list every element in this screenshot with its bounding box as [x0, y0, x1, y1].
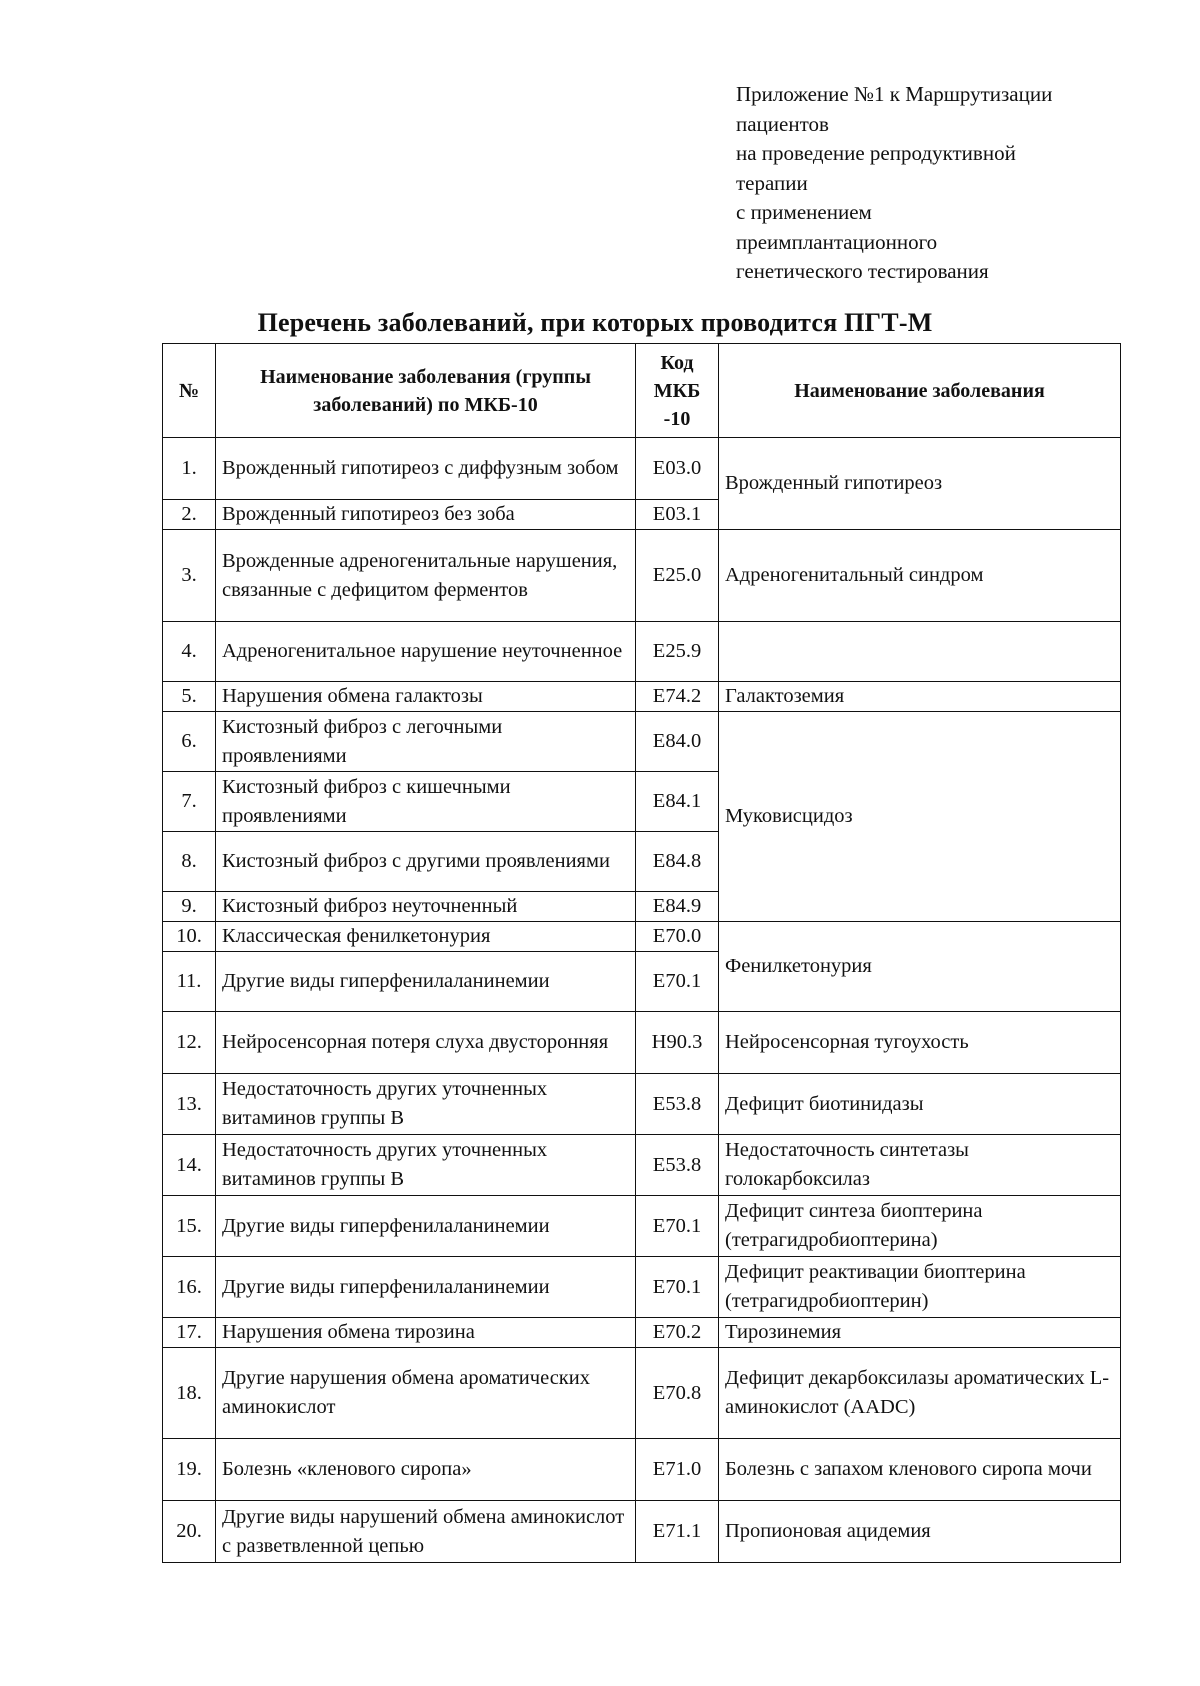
- row-number: 8.: [163, 832, 216, 892]
- table-row: [163, 1348, 1121, 1439]
- appendix-line: на проведение репродуктивной: [736, 141, 1016, 165]
- appendix-line: пациентов: [736, 111, 829, 136]
- icd-code: E53.8: [636, 1074, 719, 1135]
- row-number: 14.: [163, 1135, 216, 1196]
- row-number: 17.: [163, 1318, 216, 1348]
- disease-name: Тирозинемия: [719, 1318, 1121, 1348]
- appendix-line: с применением: [736, 200, 872, 224]
- disease-name: Дефицит биотинидазы: [719, 1074, 1121, 1135]
- icd-code: E70.0: [636, 922, 719, 952]
- icd-code: E03.1: [636, 500, 719, 530]
- row-number: 4.: [163, 622, 216, 682]
- table-row: [163, 1012, 1121, 1074]
- table-row: [163, 922, 1121, 952]
- table-row: [163, 1074, 1121, 1135]
- icd-group-name: Недостаточность других уточненных витаминов группы В: [216, 1135, 636, 1196]
- disease-name: Дефицит синтеза биоптерина (тетрагидробиоптерина): [719, 1196, 1121, 1257]
- icd-group-name: Врожденный гипотиреоз с диффузным зобом: [216, 438, 636, 500]
- icd-code: E70.8: [636, 1348, 719, 1439]
- icd-code: E25.0: [636, 530, 719, 622]
- row-number: 18.: [163, 1348, 216, 1439]
- appendix-line: генетического тестирования: [736, 259, 989, 283]
- icd-group-name: Кистозный фиброз неуточненный: [216, 892, 636, 922]
- row-number: 3.: [163, 530, 216, 622]
- icd-code: E70.1: [636, 1257, 719, 1318]
- icd-code: E70.1: [636, 952, 719, 1012]
- disease-name: Фенилкетонурия: [719, 922, 1121, 1012]
- row-number: 19.: [163, 1439, 216, 1501]
- table-row: [163, 1439, 1121, 1501]
- icd-group-name: Болезнь «кленового сиропа»: [216, 1439, 636, 1501]
- table-row: [163, 712, 1121, 772]
- header-num: №: [163, 344, 216, 438]
- row-number: 9.: [163, 892, 216, 922]
- disease-name: Муковисцидоз: [719, 712, 1121, 922]
- icd-code: E25.9: [636, 622, 719, 682]
- table-row: [163, 682, 1121, 712]
- disease-name: Недостаточность синтетазы голокарбоксилаз: [719, 1135, 1121, 1196]
- icd-group-name: Нарушения обмена тирозина: [216, 1318, 636, 1348]
- table-header-row: [163, 344, 1121, 438]
- table-row: [163, 438, 1121, 500]
- icd-code: E84.9: [636, 892, 719, 922]
- disease-name: Пропионовая ацидемия: [719, 1501, 1121, 1563]
- header-code: Код МКБ -10: [636, 344, 719, 438]
- icd-group-name: Другие виды нарушений обмена аминокислот с разветвленной цепью: [216, 1501, 636, 1563]
- row-number: 12.: [163, 1012, 216, 1074]
- row-number: 2.: [163, 500, 216, 530]
- icd-group-name: Другие нарушения обмена ароматических аминокислот: [216, 1348, 636, 1439]
- disease-name: Дефицит декарбоксилазы ароматических L-аминокислот (AADC): [719, 1348, 1121, 1439]
- row-number: 10.: [163, 922, 216, 952]
- icd-code: E71.0: [636, 1439, 719, 1501]
- row-number: 6.: [163, 712, 216, 772]
- disease-name: [719, 622, 1121, 682]
- row-number: 13.: [163, 1074, 216, 1135]
- row-number: 16.: [163, 1257, 216, 1318]
- disease-name: Болезнь с запахом кленового сиропа мочи: [719, 1439, 1121, 1501]
- icd-group-name: Кистозный фиброз с другими проявлениями: [216, 832, 636, 892]
- table-row: [163, 1196, 1121, 1257]
- icd-code: E70.2: [636, 1318, 719, 1348]
- icd-code: E74.2: [636, 682, 719, 712]
- disease-table: [162, 343, 1121, 1563]
- icd-group-name: Врожденные адреногенитальные нарушения, связанные с дефицитом ферментов: [216, 530, 636, 622]
- icd-code: E03.0: [636, 438, 719, 500]
- icd-group-name: Адреногенитальное нарушение неуточненное: [216, 622, 636, 682]
- header-disease: Наименование заболевания: [719, 344, 1121, 438]
- icd-group-name: Другие виды гиперфенилаланинемии: [216, 1196, 636, 1257]
- disease-name: Адреногенитальный синдром: [719, 530, 1121, 622]
- icd-group-name: Другие виды гиперфенилаланинемии: [216, 1257, 636, 1318]
- icd-group-name: Нарушения обмена галактозы: [216, 682, 636, 712]
- icd-group-name: Кистозный фиброз с кишечными проявлениями: [216, 772, 636, 832]
- icd-group-name: Недостаточность других уточненных витаминов группы В: [216, 1074, 636, 1135]
- icd-code: E84.1: [636, 772, 719, 832]
- table-row: [163, 1257, 1121, 1318]
- appendix-line: преимплантационного: [736, 229, 938, 254]
- row-number: 20.: [163, 1501, 216, 1563]
- table-row: [163, 622, 1121, 682]
- row-number: 11.: [163, 952, 216, 1012]
- icd-group-name: Другие виды гиперфенилаланинемии: [216, 952, 636, 1012]
- disease-name: Врожденный гипотиреоз: [719, 438, 1121, 530]
- icd-code: E70.1: [636, 1196, 719, 1257]
- document-title: Перечень заболеваний, при которых проводится ПГТ-М: [257, 308, 933, 337]
- icd-group-name: Нейросенсорная потеря слуха двусторонняя: [216, 1012, 636, 1074]
- header-name: Наименование заболевания (группы заболеваний) по МКБ-10: [216, 344, 636, 438]
- table-row: [163, 530, 1121, 622]
- icd-group-name: Врожденный гипотиреоз без зоба: [216, 500, 636, 530]
- row-number: 1.: [163, 438, 216, 500]
- row-number: 15.: [163, 1196, 216, 1257]
- icd-group-name: Классическая фенилкетонурия: [216, 922, 636, 952]
- icd-code: E71.1: [636, 1501, 719, 1563]
- icd-code: E53.8: [636, 1135, 719, 1196]
- icd-code: H90.3: [636, 1012, 719, 1074]
- appendix-line: терапии: [736, 170, 808, 195]
- icd-code: E84.8: [636, 832, 719, 892]
- appendix-note: [736, 80, 1156, 287]
- disease-name: Галактоземия: [719, 682, 1121, 712]
- disease-name: Нейросенсорная тугоухость: [719, 1012, 1121, 1074]
- icd-group-name: Кистозный фиброз с легочными проявлениями: [216, 712, 636, 772]
- table-row: [163, 1135, 1121, 1196]
- row-number: 5.: [163, 682, 216, 712]
- appendix-line: Приложение №1 к Маршрутизации: [736, 82, 1053, 106]
- row-number: 7.: [163, 772, 216, 832]
- disease-name: Дефицит реактивации биоптерина (тетрагидробиоптерин): [719, 1257, 1121, 1318]
- icd-code: E84.0: [636, 712, 719, 772]
- table-row: [163, 1318, 1121, 1348]
- table-row: [163, 1501, 1121, 1563]
